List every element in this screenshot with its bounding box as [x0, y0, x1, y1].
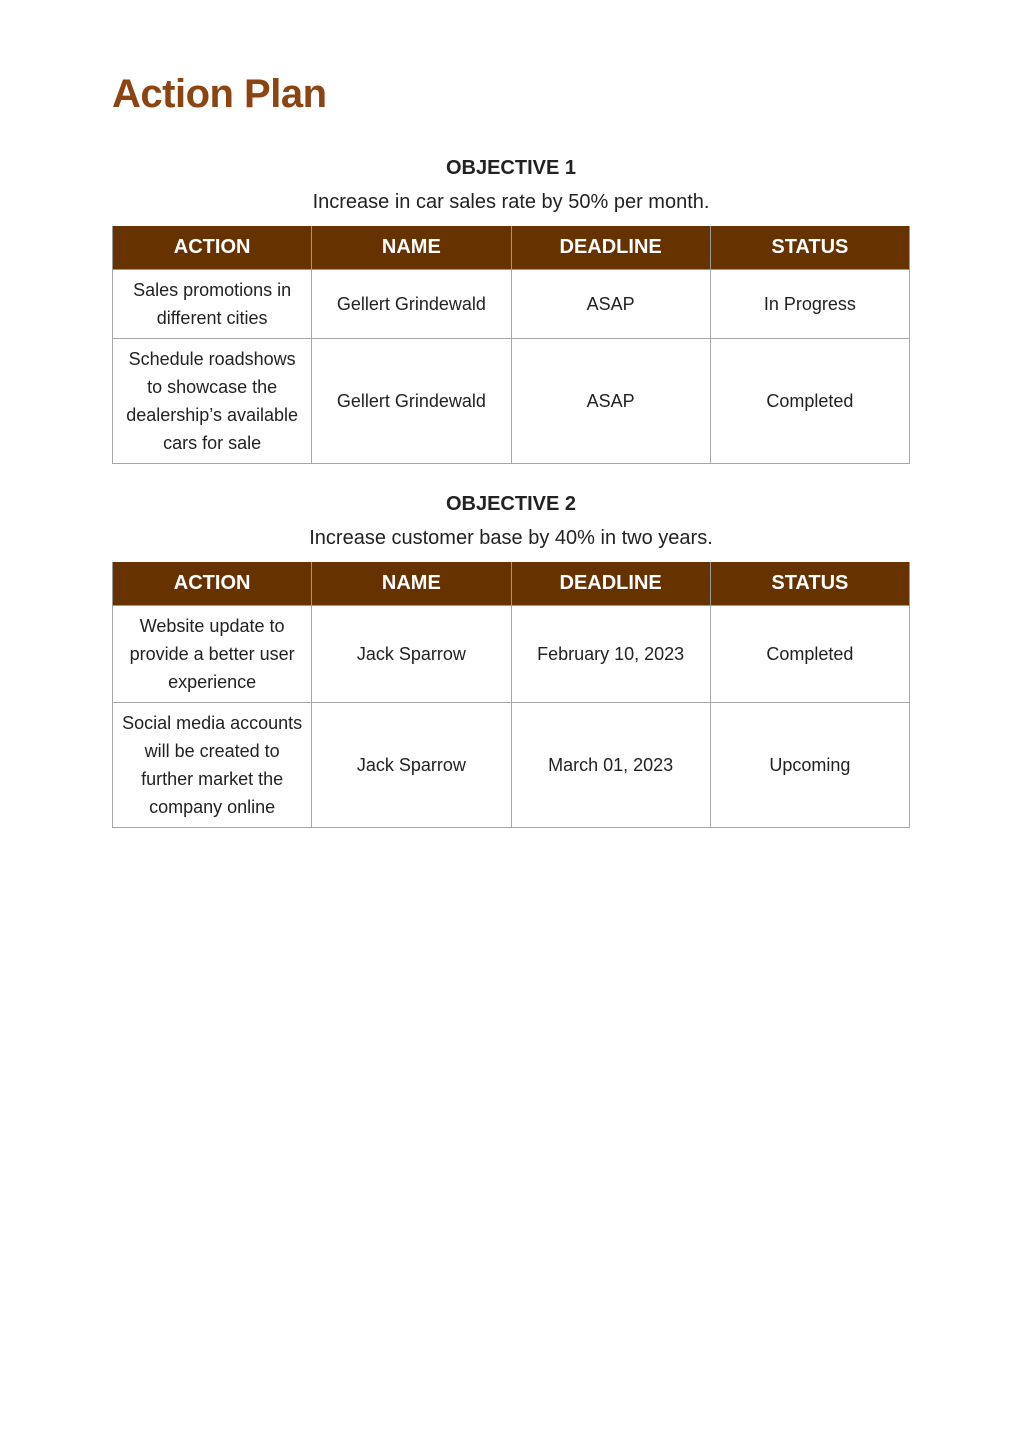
- table-header-row: [113, 226, 910, 270]
- objective-1-table: [112, 226, 910, 464]
- column-header-action: ACTION: [113, 226, 312, 270]
- column-header-name: NAME: [312, 226, 511, 270]
- action-cell: Social media accounts will be created to further market the company online: [113, 703, 312, 828]
- objective-2-description: Increase customer base by 40% in two years.: [309, 527, 713, 549]
- table-header-row: [113, 562, 910, 606]
- status-cell: Completed: [710, 606, 909, 703]
- page-title: Action Plan: [112, 72, 327, 116]
- objective-1-description: Increase in car sales rate by 50% per month.: [312, 191, 710, 213]
- action-cell: Schedule roadshows to showcase the dealership’s available cars for sale: [113, 339, 312, 464]
- objective-1-section: [112, 154, 910, 464]
- column-header-deadline: DEADLINE: [511, 562, 710, 606]
- deadline-cell: ASAP: [511, 270, 710, 339]
- deadline-cell: February 10, 2023: [511, 606, 710, 703]
- name-cell: Gellert Grindewald: [312, 339, 511, 464]
- name-cell: Gellert Grindewald: [312, 270, 511, 339]
- column-header-deadline: DEADLINE: [511, 226, 710, 270]
- objective-2-section: [112, 490, 910, 828]
- deadline-cell: ASAP: [511, 339, 710, 464]
- deadline-cell: March 01, 2023: [511, 703, 710, 828]
- table-row: [113, 339, 910, 464]
- status-cell: Completed: [710, 339, 909, 464]
- name-cell: Jack Sparrow: [312, 703, 511, 828]
- column-header-status: STATUS: [710, 226, 909, 270]
- column-header-name: NAME: [312, 562, 511, 606]
- objective-2-heading: OBJECTIVE 2: [445, 493, 577, 515]
- column-header-status: STATUS: [710, 562, 909, 606]
- objective-2-table: [112, 562, 910, 828]
- table-row: [113, 606, 910, 703]
- column-header-action: ACTION: [113, 562, 312, 606]
- action-cell: Sales promotions in different cities: [113, 270, 312, 339]
- table-row: [113, 703, 910, 828]
- objective-1-heading: OBJECTIVE 1: [445, 157, 577, 179]
- action-cell: Website update to provide a better user experience: [113, 606, 312, 703]
- table-row: [113, 270, 910, 339]
- status-cell: Upcoming: [710, 703, 909, 828]
- status-cell: In Progress: [710, 270, 909, 339]
- name-cell: Jack Sparrow: [312, 606, 511, 703]
